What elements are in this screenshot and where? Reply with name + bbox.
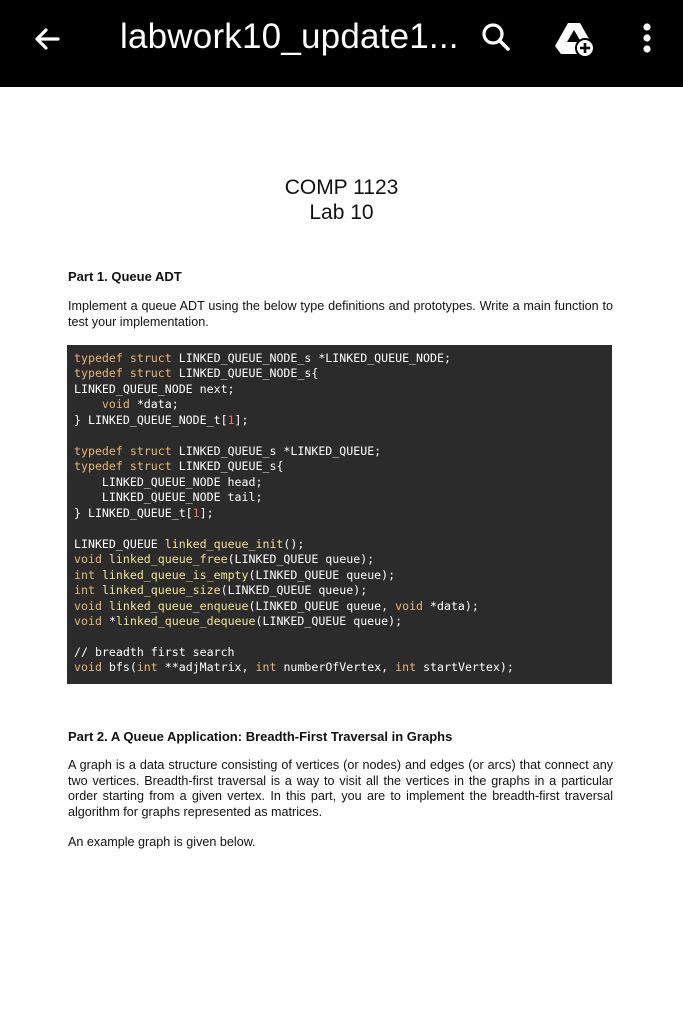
code-line: // breadth first search xyxy=(74,645,235,659)
code-block xyxy=(67,345,612,684)
code-line: void *data; xyxy=(101,397,179,411)
part1-description: Implement a queue ADT using the below type definitions and prototypes. Write a main function to test your implementation. xyxy=(68,299,613,329)
lab-title: Lab 10 xyxy=(309,201,374,224)
code-line: void linked_queue_enqueue(LINKED_QUEUE queue, void *data); xyxy=(74,599,479,613)
code-line: LINKED_QUEUE_NODE next; xyxy=(74,382,235,396)
part1-heading: Part 1. Queue ADT xyxy=(68,269,182,284)
add-to-drive-button[interactable] xyxy=(553,18,597,58)
document-title: labwork10_update1... xyxy=(120,17,459,56)
example-note: An example graph is given below. xyxy=(68,835,256,849)
code-line: typedef struct LINKED_QUEUE_NODE_s *LINKED_QUEUE_NODE; xyxy=(74,351,451,365)
more-vert-icon xyxy=(634,18,660,58)
back-button[interactable] xyxy=(28,20,68,60)
code-line: int linked_queue_is_empty(LINKED_QUEUE queue); xyxy=(74,568,396,582)
code-line: typedef struct LINKED_QUEUE_s{ xyxy=(74,459,284,473)
back-arrow-icon xyxy=(28,20,68,60)
code-line: } LINKED_QUEUE_NODE_t[1]; xyxy=(74,413,249,427)
more-options-button[interactable] xyxy=(634,18,660,58)
code-line: void linked_queue_free(LINKED_QUEUE queue); xyxy=(74,552,375,566)
course-title: COMP 1123 xyxy=(284,176,399,199)
code-line: LINKED_QUEUE_NODE head; xyxy=(74,475,263,489)
code-line: LINKED_QUEUE_NODE tail; xyxy=(74,490,263,504)
part2-heading: Part 2. A Queue Application: Breadth-First Traversal in Graphs xyxy=(68,729,453,744)
code-line: typedef struct LINKED_QUEUE_NODE_s{ xyxy=(74,366,319,380)
code-line: LINKED_QUEUE linked_queue_init(); xyxy=(74,537,305,551)
code-line: void *linked_queue_dequeue(LINKED_QUEUE queue); xyxy=(74,614,403,628)
search-icon xyxy=(476,18,516,58)
search-button[interactable] xyxy=(476,18,516,58)
code-line: void bfs(int **adjMatrix, int numberOfVertex, int startVertex); xyxy=(74,660,514,674)
code-line: } LINKED_QUEUE_t[1]; xyxy=(74,506,214,520)
app-bar xyxy=(0,0,683,87)
part2-description: A graph is a data structure consisting of vertices (or nodes) and edges (or arcs) that connect any two vertices. Breadth-first traversal is a way to visit all the vertices in the graphs in a particular order starting from a given vertex. In this part, you are to implement the breadth-first traversal algorithm for graphs represented as matrices. xyxy=(68,758,613,819)
code-line: int linked_queue_size(LINKED_QUEUE queue); xyxy=(74,583,368,597)
drive-add-icon xyxy=(553,18,597,58)
document-page xyxy=(0,87,683,1024)
code-line: typedef struct LINKED_QUEUE_s *LINKED_QUEUE; xyxy=(74,444,382,458)
